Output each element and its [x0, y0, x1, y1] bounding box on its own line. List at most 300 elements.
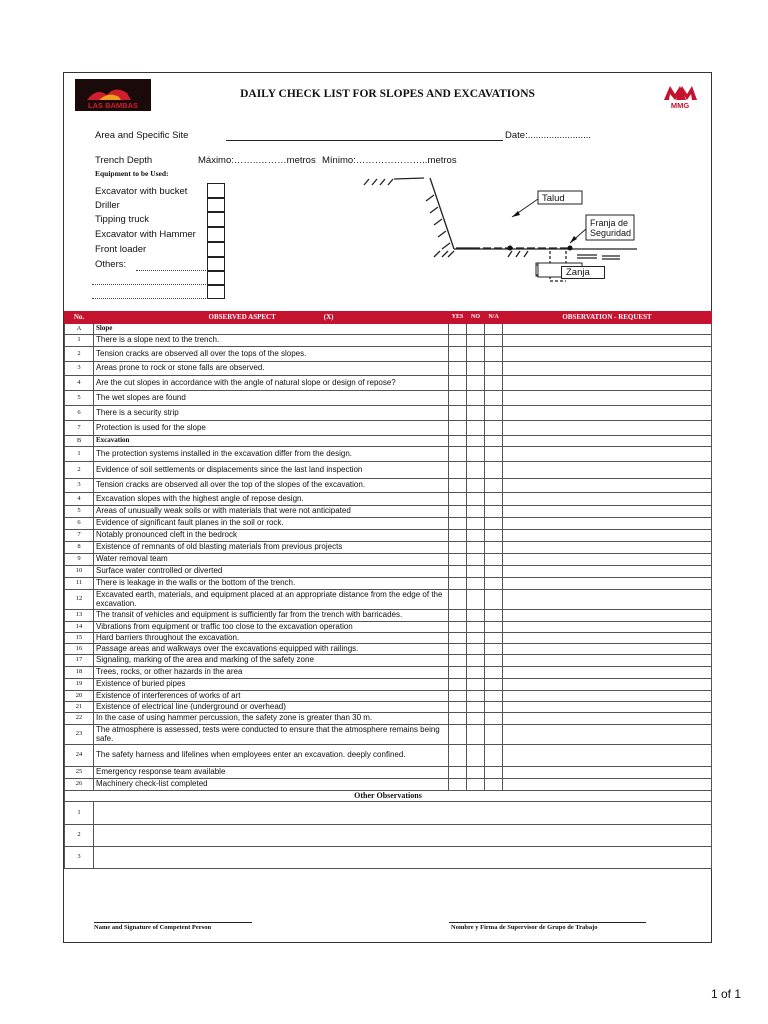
row-aspect: Existence of interferences of works of art	[94, 691, 449, 702]
answer-cell[interactable]	[449, 713, 467, 725]
franja-label-2: Seguridad	[590, 228, 632, 238]
observation-cell[interactable]	[503, 493, 712, 506]
answer-cell[interactable]	[467, 578, 485, 590]
observation-cell[interactable]	[503, 767, 712, 779]
row-aspect: Are the cut slopes in accordance with the angle of natural slope or design of repose?	[94, 376, 449, 391]
answer-cell[interactable]	[485, 767, 503, 779]
others-line[interactable]	[136, 270, 206, 271]
answer-cell[interactable]	[467, 725, 485, 745]
answer-cell[interactable]	[467, 421, 485, 436]
row-number: 11	[65, 578, 94, 590]
observation-cell[interactable]	[503, 506, 712, 518]
site-line[interactable]	[226, 140, 503, 141]
answer-cell[interactable]	[485, 622, 503, 633]
observation-cell[interactable]	[503, 590, 712, 610]
row-aspect: Surface water controlled or diverted	[94, 566, 449, 578]
row-aspect: The safety harness and lifelines when employees enter an excavation. deeply confined.	[94, 745, 449, 767]
table-row	[65, 462, 712, 479]
equipment-checkbox[interactable]	[207, 271, 225, 285]
answer-cell[interactable]	[467, 530, 485, 542]
row-aspect: Areas prone to rock or stone falls are observed.	[94, 362, 449, 376]
row-aspect: There is a security strip	[94, 406, 449, 421]
row-number: 26	[65, 779, 94, 791]
answer-cell[interactable]	[449, 436, 467, 447]
zanja-label: Zanja	[561, 266, 605, 279]
answer-cell[interactable]	[467, 745, 485, 767]
row-number: 14	[65, 622, 94, 633]
row-number: 21	[65, 702, 94, 713]
equipment-checkbox[interactable]	[207, 242, 225, 257]
answer-cell[interactable]	[485, 779, 503, 791]
row-number: 2	[65, 462, 94, 479]
observation-cell[interactable]	[503, 362, 712, 376]
row-aspect: Areas of unusually weak soils or with materials that were not anticipated	[94, 506, 449, 518]
answer-cell[interactable]	[485, 347, 503, 362]
answer-cell[interactable]	[449, 391, 467, 406]
row-aspect: Excavated earth, materials, and equipment placed at an appropriate distance from the edge of the excavation.	[94, 590, 449, 610]
table-row	[65, 335, 712, 347]
row-number: 16	[65, 644, 94, 655]
row-number: 7	[65, 421, 94, 436]
others-line[interactable]	[92, 298, 206, 299]
row-aspect: Existence of remnants of old blasting materials from previous projects	[94, 542, 449, 554]
other-observations-title: Other Observations	[65, 791, 712, 802]
answer-cell[interactable]	[449, 578, 467, 590]
row-number: 1	[65, 802, 94, 825]
other-observation-field[interactable]	[94, 802, 712, 825]
equipment-checkbox[interactable]	[207, 198, 225, 212]
answer-cell[interactable]	[467, 691, 485, 702]
observation-cell[interactable]	[503, 554, 712, 566]
equipment-item: Excavator with bucket	[95, 186, 188, 197]
equipment-item: Excavator with Hammer	[95, 229, 196, 240]
answer-cell[interactable]	[485, 462, 503, 479]
row-number: 17	[65, 655, 94, 667]
answer-cell[interactable]	[467, 779, 485, 791]
equipment-checkbox[interactable]	[207, 212, 225, 227]
observation-cell[interactable]	[503, 447, 712, 462]
row-number: 7	[65, 530, 94, 542]
answer-cell[interactable]	[485, 421, 503, 436]
answer-cell[interactable]	[485, 644, 503, 655]
logo-right-text: MMG	[670, 101, 690, 109]
row-number: 4	[65, 376, 94, 391]
answer-cell[interactable]	[467, 554, 485, 566]
answer-cell[interactable]	[467, 324, 485, 335]
observation-cell[interactable]	[503, 725, 712, 745]
page-number: 1 of 1	[710, 987, 741, 1001]
other-observation-row	[65, 825, 712, 847]
answer-cell[interactable]	[485, 542, 503, 554]
observation-cell[interactable]	[503, 745, 712, 767]
table-row	[65, 713, 712, 725]
answer-cell[interactable]	[449, 376, 467, 391]
equipment-checkbox[interactable]	[207, 257, 225, 271]
row-aspect: Trees, rocks, or other hazards in the area	[94, 667, 449, 679]
equipment-item: Driller	[95, 200, 120, 211]
answer-cell[interactable]	[449, 679, 467, 691]
table-row	[65, 506, 712, 518]
row-aspect: Excavation slopes with the highest angle of repose design.	[94, 493, 449, 506]
observation-cell[interactable]	[503, 779, 712, 791]
answer-cell[interactable]	[485, 566, 503, 578]
equipment-label: Equipment to be Used:	[95, 169, 169, 178]
answer-cell[interactable]	[485, 324, 503, 335]
answer-cell[interactable]	[485, 590, 503, 610]
table-row	[65, 530, 712, 542]
observation-cell[interactable]	[503, 622, 712, 633]
observation-cell[interactable]	[503, 406, 712, 421]
observation-cell[interactable]	[503, 530, 712, 542]
equipment-checkbox[interactable]	[207, 285, 225, 299]
checklist-table	[64, 311, 712, 869]
col-na-header: N/A	[485, 312, 503, 324]
section-title: Slope	[94, 324, 449, 335]
answer-cell[interactable]	[449, 518, 467, 530]
row-aspect: Passage areas and walkways over the excavations equipped with railings.	[94, 644, 449, 655]
checklist-sheet	[63, 72, 712, 943]
answer-cell[interactable]	[485, 518, 503, 530]
answer-cell[interactable]	[467, 479, 485, 493]
observation-cell[interactable]	[503, 578, 712, 590]
equipment-item: Tipping truck	[95, 214, 150, 225]
answer-cell[interactable]	[449, 655, 467, 667]
franja-label-1: Franja de	[590, 218, 629, 228]
row-aspect: Hard barriers throughout the excavation.	[94, 633, 449, 644]
min-depth-field[interactable]: Mínimo:…………………..metros	[322, 155, 457, 166]
answer-cell[interactable]	[449, 590, 467, 610]
row-aspect: Machinery check-list completed	[94, 779, 449, 791]
answer-cell[interactable]	[467, 622, 485, 633]
observation-cell[interactable]	[503, 713, 712, 725]
observation-cell[interactable]	[503, 633, 712, 644]
col-yes-header: YES	[449, 312, 467, 324]
table-header-row	[65, 312, 712, 324]
answer-cell[interactable]	[449, 767, 467, 779]
table-row	[65, 493, 712, 506]
answer-cell[interactable]	[449, 324, 467, 335]
answer-cell[interactable]	[467, 633, 485, 644]
section-title: Excavation	[94, 436, 449, 447]
max-depth-field[interactable]: Máximo:……..………metros	[198, 155, 316, 166]
signature-label-right: Nombre y Firma de Supervisor de Grupo de Trabajo	[451, 924, 598, 931]
table-row	[65, 566, 712, 578]
row-number: 23	[65, 725, 94, 745]
answer-cell[interactable]	[449, 667, 467, 679]
answer-cell[interactable]	[449, 462, 467, 479]
answer-cell[interactable]	[449, 691, 467, 702]
observation-cell[interactable]	[503, 566, 712, 578]
other-observation-field[interactable]	[94, 847, 712, 869]
table-row	[65, 542, 712, 554]
table-row	[65, 767, 712, 779]
section-row	[65, 436, 712, 447]
answer-cell[interactable]	[449, 702, 467, 713]
answer-cell[interactable]	[467, 447, 485, 462]
other-observation-row	[65, 847, 712, 869]
others-line[interactable]	[92, 284, 206, 285]
table-row	[65, 644, 712, 655]
answer-cell[interactable]	[467, 702, 485, 713]
answer-cell[interactable]	[449, 447, 467, 462]
observation-cell[interactable]	[503, 436, 712, 447]
answer-cell[interactable]	[467, 335, 485, 347]
observation-cell[interactable]	[503, 347, 712, 362]
answer-cell[interactable]	[467, 391, 485, 406]
row-number: 1	[65, 335, 94, 347]
other-observation-field[interactable]	[94, 825, 712, 847]
signature-line-right[interactable]	[449, 922, 646, 923]
equipment-checkbox[interactable]	[207, 227, 225, 242]
observation-cell[interactable]	[503, 335, 712, 347]
table-row	[65, 518, 712, 530]
signature-label-left: Name and Signature of Competent Person	[94, 924, 212, 931]
answer-cell[interactable]	[485, 362, 503, 376]
answer-cell[interactable]	[485, 667, 503, 679]
signature-line-left[interactable]	[94, 922, 252, 923]
row-number: 3	[65, 847, 94, 869]
table-row	[65, 633, 712, 644]
answer-cell[interactable]	[485, 610, 503, 622]
row-number: 8	[65, 542, 94, 554]
answer-cell[interactable]	[485, 479, 503, 493]
row-number: 5	[65, 391, 94, 406]
observation-cell[interactable]	[503, 542, 712, 554]
observation-cell[interactable]	[503, 610, 712, 622]
answer-cell[interactable]	[485, 655, 503, 667]
aspect-header-label: OBSERVED ASPECT	[208, 312, 276, 321]
answer-cell[interactable]	[449, 610, 467, 622]
row-number: 6	[65, 518, 94, 530]
row-aspect: Signaling, marking of the area and marking of the safety zone	[94, 655, 449, 667]
observation-cell[interactable]	[503, 462, 712, 479]
row-number: 15	[65, 633, 94, 644]
answer-cell[interactable]	[485, 335, 503, 347]
table-row	[65, 347, 712, 362]
row-aspect: The protection systems installed in the excavation differ from the design.	[94, 447, 449, 462]
date-label[interactable]: Date:........................	[505, 130, 592, 141]
other-observation-row	[65, 802, 712, 825]
answer-cell[interactable]	[449, 421, 467, 436]
answer-cell[interactable]	[467, 667, 485, 679]
row-aspect: There is leakage in the walls or the bottom of the trench.	[94, 578, 449, 590]
table-row	[65, 702, 712, 713]
answer-cell[interactable]	[467, 566, 485, 578]
answer-cell[interactable]	[485, 406, 503, 421]
answer-cell[interactable]	[467, 347, 485, 362]
observation-cell[interactable]	[503, 702, 712, 713]
logo-left-text: LAS BAMBAS	[88, 101, 138, 110]
observation-cell[interactable]	[503, 679, 712, 691]
observation-cell[interactable]	[503, 391, 712, 406]
row-aspect: Existence of electrical line (underground or overhead)	[94, 702, 449, 713]
row-aspect: Evidence of soil settlements or displacements since the last land inspection	[94, 462, 449, 479]
answer-cell[interactable]	[449, 644, 467, 655]
depth-label: Trench Depth	[95, 155, 153, 166]
answer-cell[interactable]	[467, 436, 485, 447]
table-row	[65, 578, 712, 590]
row-aspect: In the case of using hammer percussion, the safety zone is greater than 30 m.	[94, 713, 449, 725]
observation-cell[interactable]	[503, 376, 712, 391]
row-aspect: Tension cracks are observed all over the tops of the slopes.	[94, 347, 449, 362]
answer-cell[interactable]	[485, 391, 503, 406]
answer-cell[interactable]	[485, 578, 503, 590]
row-number: 22	[65, 713, 94, 725]
row-number: 25	[65, 767, 94, 779]
observation-cell[interactable]	[503, 421, 712, 436]
table-row	[65, 655, 712, 667]
answer-cell[interactable]	[467, 506, 485, 518]
table-row	[65, 590, 712, 610]
table-row	[65, 667, 712, 679]
table-row	[65, 679, 712, 691]
equipment-checkbox[interactable]	[207, 183, 225, 198]
observation-cell[interactable]	[503, 691, 712, 702]
answer-cell[interactable]	[485, 691, 503, 702]
answer-cell[interactable]	[449, 347, 467, 362]
other-observations-row	[65, 791, 712, 802]
observation-cell[interactable]	[503, 644, 712, 655]
observation-cell[interactable]	[503, 479, 712, 493]
answer-cell[interactable]	[449, 479, 467, 493]
answer-cell[interactable]	[449, 362, 467, 376]
answer-cell[interactable]	[485, 447, 503, 462]
table-row	[65, 421, 712, 436]
answer-cell[interactable]	[485, 725, 503, 745]
section-letter: B	[65, 436, 94, 447]
col-observation-header: OBSERVATION - REQUEST	[503, 312, 712, 324]
answer-cell[interactable]	[467, 462, 485, 479]
answer-cell[interactable]	[485, 376, 503, 391]
answer-cell[interactable]	[485, 679, 503, 691]
answer-cell[interactable]	[467, 590, 485, 610]
answer-cell[interactable]	[449, 406, 467, 421]
row-number: 5	[65, 506, 94, 518]
answer-cell[interactable]	[467, 644, 485, 655]
answer-cell[interactable]	[485, 633, 503, 644]
answer-cell[interactable]	[449, 506, 467, 518]
mmg-logo	[662, 83, 698, 109]
answer-cell[interactable]	[449, 745, 467, 767]
answer-cell[interactable]	[449, 633, 467, 644]
table-row	[65, 610, 712, 622]
table-row	[65, 447, 712, 462]
row-aspect: The wet slopes are found	[94, 391, 449, 406]
answer-cell[interactable]	[485, 554, 503, 566]
table-row	[65, 391, 712, 406]
row-aspect: There is a slope next to the trench.	[94, 335, 449, 347]
table-row	[65, 479, 712, 493]
row-aspect: Notably pronounced cleft in the bedrock	[94, 530, 449, 542]
answer-cell[interactable]	[485, 745, 503, 767]
row-number: 20	[65, 691, 94, 702]
row-number: 9	[65, 554, 94, 566]
answer-cell[interactable]	[485, 436, 503, 447]
answer-cell[interactable]	[467, 493, 485, 506]
site-label: Area and Specific Site	[95, 130, 189, 141]
section-letter: A	[65, 324, 94, 335]
answer-cell[interactable]	[485, 702, 503, 713]
table-row	[65, 376, 712, 391]
section-row	[65, 324, 712, 335]
answer-cell[interactable]	[449, 554, 467, 566]
row-number: 24	[65, 745, 94, 767]
answer-cell[interactable]	[485, 713, 503, 725]
row-number: 1	[65, 447, 94, 462]
answer-cell[interactable]	[467, 713, 485, 725]
answer-cell[interactable]	[449, 566, 467, 578]
answer-cell[interactable]	[449, 530, 467, 542]
row-number: 2	[65, 825, 94, 847]
row-aspect: Water removal team	[94, 554, 449, 566]
row-number: 18	[65, 667, 94, 679]
answer-cell[interactable]	[449, 725, 467, 745]
observation-cell[interactable]	[503, 518, 712, 530]
row-number: 2	[65, 347, 94, 362]
observation-cell[interactable]	[503, 667, 712, 679]
answer-cell[interactable]	[467, 767, 485, 779]
equipment-item: Front loader	[95, 244, 147, 255]
answer-cell[interactable]	[467, 542, 485, 554]
row-number: 12	[65, 590, 94, 610]
answer-cell[interactable]	[485, 506, 503, 518]
answer-cell[interactable]	[467, 679, 485, 691]
talud-label: Talud	[542, 193, 565, 204]
table-row	[65, 362, 712, 376]
row-aspect: Emergency response team available	[94, 767, 449, 779]
answer-cell[interactable]	[467, 610, 485, 622]
row-number: 6	[65, 406, 94, 421]
table-row	[65, 745, 712, 767]
answer-cell[interactable]	[467, 655, 485, 667]
col-no-header: No.	[65, 312, 94, 324]
answer-cell[interactable]	[467, 362, 485, 376]
row-number: 13	[65, 610, 94, 622]
row-aspect: Existence of buried pipes	[94, 679, 449, 691]
table-row	[65, 554, 712, 566]
table-row	[65, 406, 712, 421]
row-aspect: Vibrations from equipment or traffic too close to the excavation operation	[94, 622, 449, 633]
answer-cell[interactable]	[449, 622, 467, 633]
answer-cell[interactable]	[449, 493, 467, 506]
equipment-item: Others:	[95, 259, 127, 270]
row-number: 19	[65, 679, 94, 691]
row-number: 4	[65, 493, 94, 506]
answer-cell[interactable]	[467, 518, 485, 530]
answer-cell[interactable]	[467, 406, 485, 421]
row-aspect: The transit of vehicles and equipment is sufficiently far from the trench with barricades.	[94, 610, 449, 622]
row-aspect: Protection is used for the slope	[94, 421, 449, 436]
row-aspect: Evidence of significant fault planes in the soil or rock.	[94, 518, 449, 530]
answer-cell[interactable]	[467, 376, 485, 391]
observation-cell[interactable]	[503, 324, 712, 335]
page-title: DAILY CHECK LIST FOR SLOPES AND EXCAVATIONS	[240, 88, 535, 100]
answer-cell[interactable]	[485, 530, 503, 542]
answer-cell[interactable]	[485, 493, 503, 506]
col-aspect-header	[94, 312, 449, 324]
observation-cell[interactable]	[503, 655, 712, 667]
table-row	[65, 725, 712, 745]
answer-cell[interactable]	[449, 542, 467, 554]
answer-cell[interactable]	[449, 335, 467, 347]
answer-cell[interactable]	[449, 779, 467, 791]
table-row	[65, 691, 712, 702]
row-aspect: Tension cracks are observed all over the top of the slopes of the excavation.	[94, 479, 449, 493]
col-no-answer-header: NO	[467, 312, 485, 324]
row-number: 3	[65, 479, 94, 493]
row-number: 10	[65, 566, 94, 578]
table-row	[65, 622, 712, 633]
